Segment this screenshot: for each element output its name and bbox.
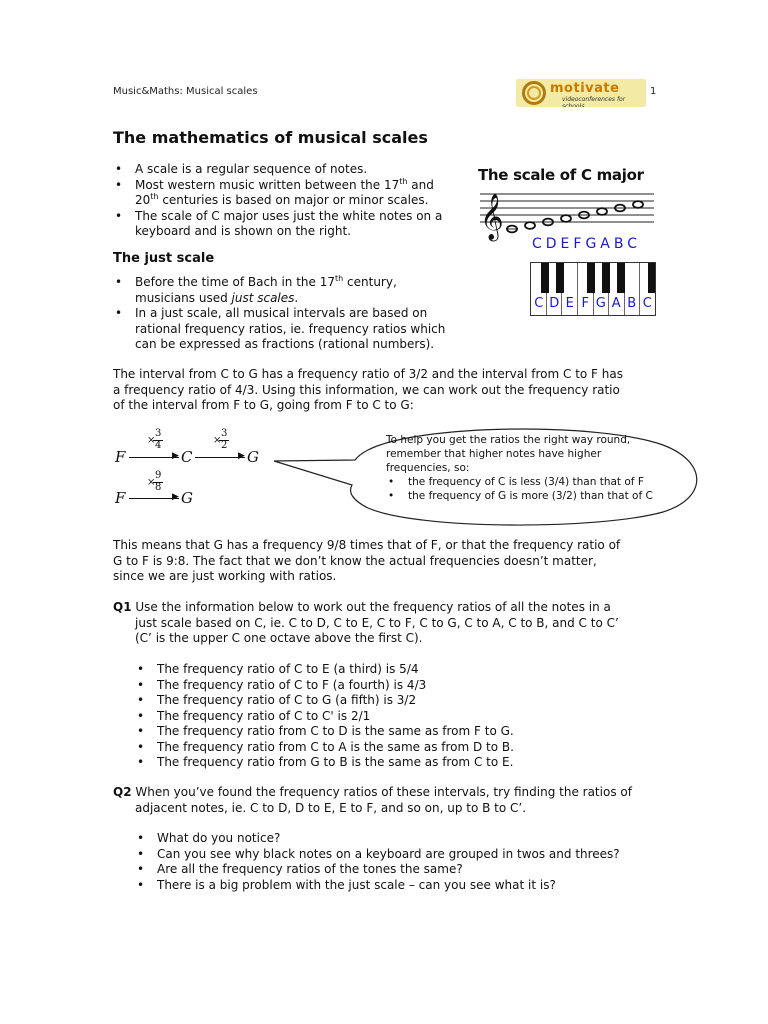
key-label: G [595,296,606,311]
q1-bullet: • The frequency ratio from C to D is the same as from F to G. [135,724,655,740]
superscript: th [399,176,408,186]
intro-bullet [113,178,463,194]
bullet-text: Before the time of Bach in the 17 [135,275,335,289]
q1-bullet: • The frequency ratio from C to A is the same as from D to B. [135,740,655,756]
q1-bullet: • The frequency ratio of C to G (a fifth) is 3/2 [135,693,655,709]
key-label: A [611,296,621,311]
q1-bullet: • The frequency ratio of C to F (a fourth) is 4/3 [135,678,655,694]
arrow-head-icon: ▶ [172,492,179,502]
note-G: G [247,448,259,466]
just-scale-bullet-list [113,275,473,353]
times-sign: × [147,477,156,488]
paragraph-line: The interval from C to G has a frequency ratio of 3/2 and the interval from C to F has [113,367,623,381]
bubble-line: frequencies, so: [386,462,470,474]
note-G: G [181,489,193,507]
just-scale-bullet [113,275,473,306]
bullet-text: A scale is a regular sequence of notes. [135,162,368,176]
key-label: C [642,296,652,311]
q2-bullet: • What do you notice? [135,831,655,847]
q2-bullet: • There is a big problem with the just scale – can you see what it is? [135,878,655,894]
motivate-logo [516,79,646,107]
staff-with-notes [478,184,658,244]
bullet-text: centuries is based on major or minor scales. [158,193,429,207]
bullet-text: . [294,290,299,305]
bubble-bullet: • the frequency of C is less (3/4) than that of F [386,475,696,489]
paragraph-line: since we are just working with ratios. [113,569,337,583]
bullet-text: rational frequency ratios, ie. frequency ratios which [135,321,446,336]
question-2 [113,785,673,816]
scale-notes [507,201,643,232]
question-label: Q2 [113,785,132,799]
ratio-denominator: 2 [221,440,228,451]
bubble-line: remember that higher notes have higher [386,448,602,460]
question-line: just scale based on C, ie. C to D, C to E, C to F, C to G, C to A, C to B, and C to C’ [135,615,619,630]
key-label: F [581,296,589,311]
page-number: 1 [650,86,657,97]
header-title: Music&Maths: Musical scales [113,86,258,97]
bullet-text: The scale of C major uses just the white notes on a [135,208,443,223]
paragraph-line: a frequency ratio of 4/3. Using this information, we can work out the frequency ratio [113,382,620,397]
note-F: F [115,448,126,466]
paragraph-meaning [113,538,673,585]
bubble-bullet: • the frequency of G is more (3/2) than that of C [386,489,696,503]
bullet-text: musicians used [135,290,232,305]
question-line: (C’ is the upper C one octave above the first C). [135,631,423,645]
q1-bullet: • The frequency ratio of C to E (a third) is 5/4 [135,662,655,678]
note-F: F [115,489,126,507]
note-C: C [181,448,193,466]
intro-bullet [113,209,463,225]
bubble-text [386,433,696,503]
bullet-text: and [407,177,434,192]
bullet-text: 20 [135,193,151,207]
ratio-numerator: 3 [155,428,162,439]
ratio-denominator: 4 [155,440,162,451]
intro-bullet-continuation [113,193,463,209]
paragraph-line: of the interval from F to G, going from F to C to G: [113,398,414,412]
superscript: th [335,274,344,283]
logo-word: motivate [550,81,620,96]
superscript: th [150,192,159,201]
ratio-numerator: 9 [155,470,162,481]
arrow-head-icon: ▶ [172,451,179,461]
paragraph-line: G to F is 9:8. The fact that we don’t know the actual frequencies doesn’t matter, [113,553,597,568]
q1-bullet: • The frequency ratio from G to B is the same as from C to E. [135,755,655,771]
treble-clef-icon: 𝄞 [480,194,504,240]
note-names: CDEFGABC [532,236,642,252]
bubble-bullet-list [386,475,696,503]
page-title: The mathematics of musical scales [113,128,428,147]
ratio-denominator: 8 [155,482,162,493]
key-label: C [534,296,544,311]
q1-bullet-list [135,662,655,771]
key-label: E [565,296,574,311]
intro-bullet [113,162,463,178]
bullet-text: can be expressed as fractions (rational numbers). [135,337,435,351]
bullet-text: Most western music written between the 17 [135,177,400,192]
bubble-line: To help you get the ratios the right way round, [386,434,631,446]
just-scale-bullet [113,306,473,353]
question-line: Use the information below to work out the frequency ratios of all the notes in a [135,600,611,614]
section-heading-just-scale: The just scale [113,251,215,266]
times-sign: × [147,435,156,446]
q2-bullet-list [135,831,655,893]
figure-title: The scale of C major [478,166,644,184]
paragraph-interval [113,367,673,414]
question-line: adjacent notes, ie. C to D, D to E, E to F, and so on, up to B to C’. [135,800,527,815]
key-label: B [627,296,637,311]
ratio-numerator: 3 [221,428,228,439]
arrow-head-icon: ▶ [238,451,245,461]
logo-inner-ring-icon [527,86,541,100]
intro-bullet-continuation [113,224,463,240]
question-line: When you’ve found the frequency ratios of these intervals, try finding the ratios of [135,785,632,799]
times-sign: × [213,435,222,446]
keyboard-icon [530,262,656,316]
paragraph-line: This means that G has a frequency 9/8 times that of F, or that the frequency ratio of [113,538,621,552]
question-1 [113,600,673,647]
ratio-diagram [113,426,283,512]
c-major-scale-figure [478,164,658,320]
intro-bullet-list [113,162,463,240]
q1-bullet: • The frequency ratio of C to C' is 2/1 [135,709,655,725]
question-label: Q1 [113,600,132,614]
bullet-text: keyboard and is shown on the right. [135,224,351,238]
logo-tagline: videoconferences for schools [562,96,626,107]
emphasis-text: just scales [231,290,295,305]
key-label: D [549,296,560,311]
bullet-text: In a just scale, all musical intervals are based on [135,306,428,320]
bullet-text: century, [343,275,397,289]
q2-bullet: • Are all the frequency ratios of the tones the same? [135,862,655,878]
q2-bullet: • Can you see why black notes on a keyboard are grouped in twos and threes? [135,847,655,863]
